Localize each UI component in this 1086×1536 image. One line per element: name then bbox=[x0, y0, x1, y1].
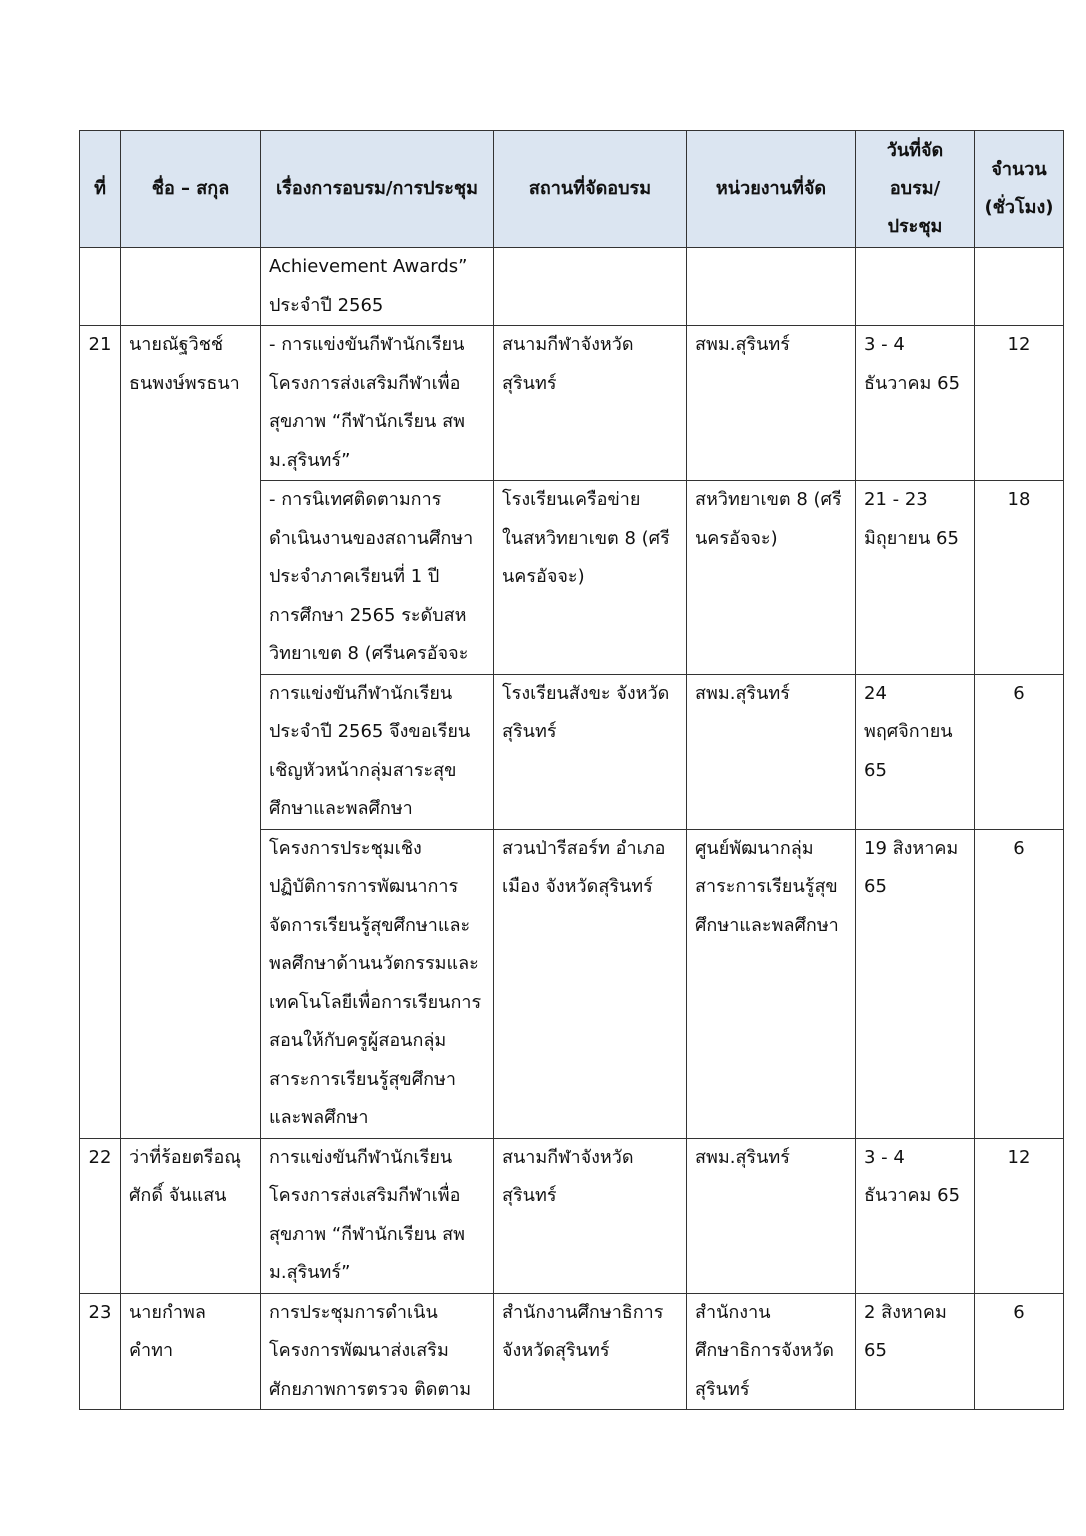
header-date: วันที่จัด อบรม/ ประชุม bbox=[856, 131, 975, 248]
cell-place: โรงเรียนสังขะ จังหวัด สุรินทร์ bbox=[494, 674, 687, 829]
header-hours: จำนวน (ชั่วโมง) bbox=[975, 131, 1064, 248]
cell-hours: 18 bbox=[975, 481, 1064, 675]
cell-no: 21 bbox=[80, 326, 121, 1139]
table-row bbox=[80, 1138, 1064, 1293]
table-row bbox=[80, 248, 1064, 326]
cell-place: สำนักงานศึกษาธิการ จังหวัดสุรินทร์ bbox=[494, 1293, 687, 1410]
cell-topic: - การนิเทศติดตามการ ดำเนินงานของสถานศึกษา ประจำภาคเรียนที่ 1 ปี การศึกษา 2565 ระดับสห วิทยาเขต 8 (ศรีนครอัจจะ bbox=[261, 481, 494, 675]
cell-hours: 12 bbox=[975, 326, 1064, 481]
cell-date: 19 สิงหาคม 65 bbox=[856, 829, 975, 1138]
header-no: ที่ bbox=[80, 131, 121, 248]
cell-place: โรงเรียนเครือข่าย ในสหวิทยาเขต 8 (ศรี นครอัจจะ) bbox=[494, 481, 687, 675]
cell-name: ว่าที่ร้อยตรีอณุ ศักดิ์ จันแสน bbox=[121, 1138, 261, 1293]
cell-hours: 6 bbox=[975, 829, 1064, 1138]
cell-date: 2 สิงหาคม 65 bbox=[856, 1293, 975, 1410]
cell-organizer: สพม.สุรินทร์ bbox=[687, 326, 856, 481]
cell-name bbox=[121, 248, 261, 326]
cell-date: 3 - 4 ธันวาคม 65 bbox=[856, 1138, 975, 1293]
table-row bbox=[80, 1293, 1064, 1410]
training-record-table bbox=[79, 130, 1064, 1410]
cell-hours: 6 bbox=[975, 674, 1064, 829]
cell-hours bbox=[975, 248, 1064, 326]
header-row bbox=[80, 131, 1064, 248]
header-topic: เรื่องการอบรม/การประชุม bbox=[261, 131, 494, 248]
cell-date: 21 - 23 มิถุยายน 65 bbox=[856, 481, 975, 675]
cell-no: 23 bbox=[80, 1293, 121, 1410]
cell-place bbox=[494, 248, 687, 326]
cell-organizer: ศูนย์พัฒนากลุ่ม สาระการเรียนรู้สุข ศึกษาและพลศึกษา bbox=[687, 829, 856, 1138]
cell-date: 24 พฤศจิกายน 65 bbox=[856, 674, 975, 829]
cell-topic: โครงการประชุมเชิง ปฏิบัติการการพัฒนาการ จัดการเรียนรู้สุขศึกษาและ พลศึกษาด้านนวัตกรรมและ เทคโนโลยีเพื่อการเรียนการ สอนให้กับครูผู้สอนกลุ่ม สาระการเรียนรู้สุขศึกษา และพลศึกษา bbox=[261, 829, 494, 1138]
header-name: ชื่อ – สกุล bbox=[121, 131, 261, 248]
cell-organizer: สพม.สุรินทร์ bbox=[687, 674, 856, 829]
cell-place: สวนป่ารีสอร์ท อำเภอ เมือง จังหวัดสุรินทร์ bbox=[494, 829, 687, 1138]
cell-topic: การประชุมการดำเนิน โครงการพัฒนาส่งเสริม ศักยภาพการตรวจ ติดตาม bbox=[261, 1293, 494, 1410]
table-row bbox=[80, 326, 1064, 481]
cell-topic: Achievement Awards” ประจำปี 2565 bbox=[261, 248, 494, 326]
cell-name: นายกำพล คำทา bbox=[121, 1293, 261, 1410]
header-place: สถานที่จัดอบรม bbox=[494, 131, 687, 248]
cell-organizer bbox=[687, 248, 856, 326]
cell-hours: 12 bbox=[975, 1138, 1064, 1293]
cell-place: สนามกีฬาจังหวัด สุรินทร์ bbox=[494, 1138, 687, 1293]
cell-topic: การแข่งขันกีฬานักเรียน โครงการส่งเสริมกีฬาเพื่อ สุขภาพ “กีฬานักเรียน สพ ม.สุรินทร์” bbox=[261, 1138, 494, 1293]
header-organizer: หน่วยงานที่จัด bbox=[687, 131, 856, 248]
cell-organizer: สหวิทยาเขต 8 (ศรี นครอัจจะ) bbox=[687, 481, 856, 675]
cell-topic: การแข่งขันกีฬานักเรียน ประจำปี 2565 จึงขอเรียน เชิญหัวหน้ากลุ่มสาระสุข ศึกษาและพลศึกษา bbox=[261, 674, 494, 829]
cell-no: 22 bbox=[80, 1138, 121, 1293]
cell-date: 3 - 4 ธันวาคม 65 bbox=[856, 326, 975, 481]
cell-organizer: สพม.สุรินทร์ bbox=[687, 1138, 856, 1293]
cell-topic: - การแข่งขันกีฬานักเรียน โครงการส่งเสริมกีฬาเพื่อ สุขภาพ “กีฬานักเรียน สพ ม.สุรินทร์” bbox=[261, 326, 494, 481]
cell-hours: 6 bbox=[975, 1293, 1064, 1410]
cell-place: สนามกีฬาจังหวัด สุรินทร์ bbox=[494, 326, 687, 481]
cell-organizer: สำนักงาน ศึกษาธิการจังหวัด สุรินทร์ bbox=[687, 1293, 856, 1410]
cell-date bbox=[856, 248, 975, 326]
cell-no bbox=[80, 248, 121, 326]
cell-name: นายณัฐวิชช์ ธนพงษ์พรธนา bbox=[121, 326, 261, 1139]
